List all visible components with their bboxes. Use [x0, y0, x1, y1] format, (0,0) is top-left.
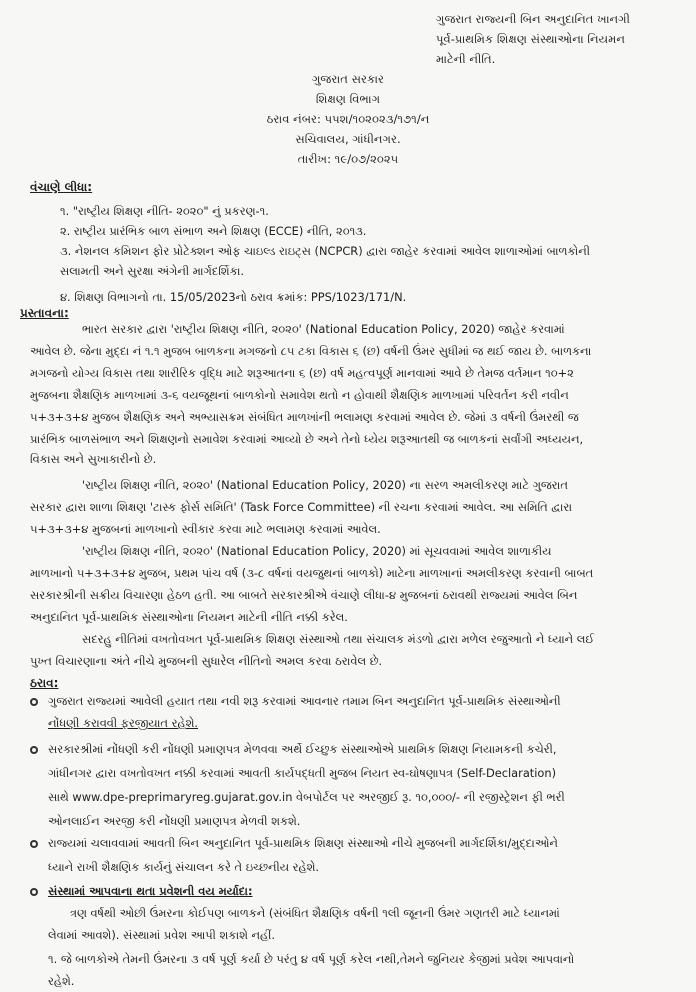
age-line-2: લેવામાં આવશે). સંસ્થામાં પ્રવેશ આપી શકાશે નહીં. — [48, 928, 275, 942]
read-item-3-cont: સલામતી અને સુરક્ષા અંગેની માર્ગદર્શિકા. — [60, 264, 245, 278]
preamble-line: મુજબના શૈક્ષણિક માળખામાં ૩-૬ વયજૂથનાં બાળકોનો સમાવેશ થતો ન હોવાથી શૈક્ષણિક માળખામાં પરિવર્તન કરી નવીન — [30, 388, 569, 402]
bullet-icon — [30, 746, 38, 754]
preamble-line: સદરહુ નીતિમાં વખતોવખત પૂર્વ-પ્રાથમિક શિક્ષણ સંસ્થાઓ તથા સંચાલક મંડળો દ્વારા મળેલ રજુઆતો ને ધ્યાને લઈ — [82, 632, 595, 646]
preamble-heading: પ્રસ્તાવના: — [20, 306, 69, 320]
bullet-2-line-1: સરકારશ્રીમાં નોંધણી કરી નોંધણી પ્રમાણપત્ર મેળવવા અર્થે ઈચ્છુક સંસ્થાઓએ પ્રાથમિક શિક્ષણ નિયામકની કચેરી, — [48, 742, 557, 756]
preamble-line: પુખ્ત વિચારણાના અંતે નીચે મુજબની સુધારેલ નીતિનો અમલ કરવા ઠરાવેલ છે. — [30, 654, 383, 668]
read-item-1: ૧. "રાષ્ટ્રીય શિક્ષણ નીતિ- ૨૦૨૦" નું પ્રકરણ-૧. — [60, 204, 269, 218]
preamble-line: અનુદાનિત પૂર્વ-પ્રાથમિક સંસ્થાઓના નિયમન માટેની નીતિ નક્કી કરેલ. — [30, 610, 348, 624]
bullet-3-line-2: ધ્યાને રાખી શૈક્ષણિક કાર્યનું સંચાલન કરે તે ઇચ્છનીય રહેશે. — [48, 860, 320, 874]
bullet-2-line-4: ઓનલાઈન અરજી કરી નોંધણી પ્રમાણપત્ર મેળવી શકશે. — [48, 814, 301, 828]
preamble-line: ૫+૩+૩+૪ મુજબનાં માળખાનો સ્વીકાર કરવા માટે ભલામણ કરવામાં આવેલ. — [30, 522, 381, 536]
preamble-line: 'રાષ્ટ્રીય શિક્ષણ નીતિ, ૨૦૨૦' (National Education Policy, 2020) માં સૂચવવામાં આવેલ શાળાકીય — [82, 544, 552, 558]
preamble-line: માળખાનો ૫+૩+૩+૪ મુજબ, પ્રથમ પાંચ વર્ષ (૩-૮ વર્ષનાં વયજુથનાં બાળકો) માટેના માળખાનાં અમલીકરણ કરવાની બાબત — [30, 566, 594, 580]
place: સચિવાલય, ગાંધીનગર. — [295, 132, 401, 146]
age-line-1: ત્રણ વર્ષથી ઓછી ઉંમરના કોઈપણ બાળકને (સંબંધિત શૈક્ષણિક વર્ષની ૧લી જૂનની ઉંમર ગણતરી માટે ધ્યાનમાં — [70, 906, 560, 920]
read-item-2: ૨. રાષ્ટ્રીય પ્રારંભિક બાળ સંભાળ અને શિક્ષણ (ECCE) નીતિ, ૨૦૧૩. — [60, 224, 367, 238]
bullet-4-heading: સંસ્થામાં આપવાના થતા પ્રવેશની વય મર્યાદા: — [48, 884, 253, 898]
bullet-icon — [30, 698, 38, 706]
bullet-icon — [30, 840, 38, 848]
bullet-2-line-2: ગાંધીનગર દ્વારા વખતોવખત નક્કી કરવામાં આવતી કાર્યપદ્ધતી મુજબ નિયત સ્વ-ઘોષણાપત્ર (Self-Declaration) — [48, 766, 557, 780]
subject-line-3: માટેની નીતિ. — [436, 52, 496, 66]
read-heading: વંચાણે લીધા: — [30, 180, 93, 194]
bullet-icon — [30, 888, 38, 896]
bullet-1-line-2: નોંધણી કરાવવી ફરજીયાત રહેશે. — [48, 716, 198, 730]
subject-line-1: ગુજરાત રાજ્યની બિન અનુદાનિત ખાનગી — [436, 12, 630, 26]
age-line-3: ૧. જે બાળકોએ તેમની ઉંમરના ૩ વર્ષ પૂર્ણ કર્યા છે પરંતુ ૪ વર્ષ પૂર્ણ કરેલ નથી,તેમને જુનિયર કેજીમાં પ્રવેશ આપવાનો — [48, 952, 575, 966]
resolution-number: ઠરાવ નંબર: પપશ/૧૦૨૦૨૩/૧૭૧/ન — [266, 112, 430, 126]
preamble-line: આવેલ છે. જેના મુદ્દા નં ૧.૧ મુજબ બાળકના મગજનો ૮૫ ટકા વિકાસ ૬ (છ) વર્ષની ઉંમર સુધીમાં જ થઈ જાય છે. બાળકના — [30, 344, 592, 358]
preamble-line: મગજનો યોગ્ય વિકાસ તથા શારીરિક વૃદ્ધિ માટે શરૂઆતના ૬ (છ) વર્ષ મહત્વપૂર્ણ માનવામાં આવે છે તેમજ વર્તમાન ૧૦+૨ — [30, 366, 574, 380]
resolution-heading: ઠરાવ: — [30, 676, 59, 690]
read-item-3: ૩. નેશનલ કમિશન ફોર પ્રોટેક્શન ઓફ ચાઇલ્ડ રાઇટ્સ (NCPCR) દ્વારા જાહેર કરવામાં આવેલ શાળાઓમાં બાળકોની — [60, 244, 591, 258]
subject-line-2: પૂર્વ-પ્રાથમિક શિક્ષણ સંસ્થાઓના નિયમન — [436, 32, 625, 46]
read-item-4: ૪. શિક્ષણ વિભાગનો તા. 15/05/2023નો ઠરાવ ક્રમાંક: PPS/1023/171/N. — [60, 290, 407, 304]
bullet-1-line-1: ગુજરાત રાજ્યમાં આવેલી હયાત તથા નવી શરૂ કરવામાં આવનાર તમામ બિન અનુદાનિત પૂર્વ-પ્રાથમિક સંસ્થાઓની — [48, 694, 561, 708]
preamble-line: પ્રારંભિક બાળસંભાળ અને શિક્ષણનો સમાવેશ કરવામાં આવ્યો છે અને તેનો ધ્યેય શરૂઆતથી જ બાળકનાં સર્વાંગી અધ્યયન, — [30, 432, 584, 446]
age-line-4: રહેશે. — [48, 974, 75, 988]
preamble-line: 'રાષ્ટ્રીય શિક્ષણ નીતિ, ૨૦૨૦' (National Education Policy, 2020) ના સરળ અમલીકરણ માટે ગુજરાત — [82, 478, 568, 492]
bullet-3-line-1: રાજ્યમાં ચલાવવામાં આવતી બિન અનુદાનિત પૂર્વ-પ્રાથમિક શિક્ષણ સંસ્થાઓ નીચે મુજબની માર્ગદર્શિકા/મુદ્દાઓને — [48, 836, 558, 850]
preamble-line: ભારત સરકાર દ્વારા 'રાષ્ટ્રીય શિક્ષણ નીતિ, ૨૦૨૦' (National Education Policy, 2020) જાહેર કરવામાં — [82, 322, 565, 336]
preamble-line: સરકાર દ્વારા શાળા શિક્ષણ 'ટાસ્ક ફોર્સ સમિતિ' (Task Force Committee) ની રચના કરવામાં આવેલ. આ સમિતિ દ્વારા — [30, 500, 573, 514]
preamble-line: ૫+૩+૩+૪ મુજબ શૈક્ષણિક અને અભ્યાસક્રમ સંબંધિત માળખાંની ભલામણ કરવામાં આવેલ છે. જેમાં ૩ વર્ષની ઉંમરથી જ — [30, 410, 579, 424]
gov-name: ગુજરાત સરકાર — [311, 72, 385, 86]
dept-name: શિક્ષણ વિભાગ — [315, 92, 381, 106]
preamble-line: વિકાસ અને સુખાકારીનો છે. — [30, 452, 157, 466]
date: તારીખ: ૧૯/૦૭/૨૦૨૫ — [297, 152, 399, 166]
bullet-2-line-3: સાથે www.dpe-preprimaryreg.gujarat.gov.in વેબપોર્ટલ પર અરજીઈ રૂ. ૧૦,૦૦૦/- ની રજીસ્ટ્રેશન ફી ભરી — [48, 790, 565, 804]
preamble-line: સરકારશ્રીની સક્રીય વિચારણા હેઠળ હતી. આ બાબતે સરકારશ્રીએ વંચાણે લીધા-૪ મુજબનાં ઠરાવથી રાજ્યમાં આવેલ બિન — [30, 588, 578, 602]
